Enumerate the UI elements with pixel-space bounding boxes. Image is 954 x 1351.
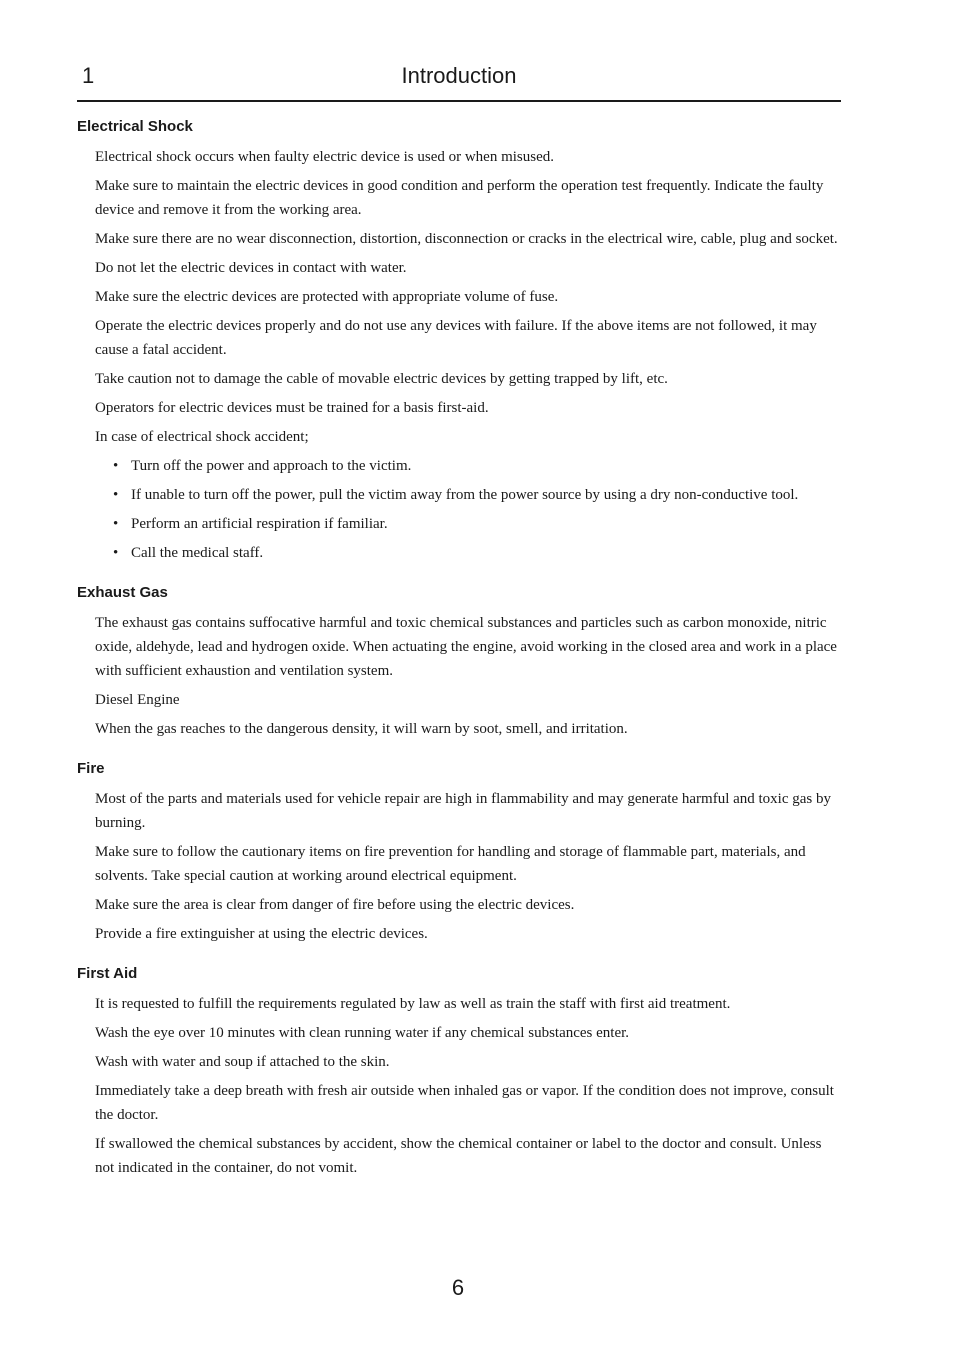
- paragraph: Wash the eye over 10 minutes with clean running water if any chemical substances enter.: [95, 1025, 630, 1041]
- section-heading: Fire: [77, 760, 105, 777]
- bullet-icon: •: [113, 545, 119, 561]
- paragraph: Wash with water and soup if attached to the skin.: [95, 1054, 390, 1070]
- paragraph: Do not let the electric devices in contact with water.: [95, 260, 407, 276]
- paragraph: Most of the parts and materials used for vehicle repair are high in flammability and may generate harmful and toxic gas by burning.: [95, 791, 832, 831]
- chapter-number: 1: [82, 63, 95, 88]
- bullet-text: Call the medical staff.: [131, 545, 264, 561]
- paragraph: When the gas reaches to the dangerous density, it will warn by soot, smell, and irritation.: [95, 721, 628, 737]
- section-heading: Electrical Shock: [77, 118, 193, 135]
- bullet-icon: •: [113, 487, 119, 503]
- paragraph: Immediately take a deep breath with fresh air outside when inhaled gas or vapor. If the condition does not improve, consult the doctor.: [95, 1083, 834, 1123]
- paragraph: Electrical shock occurs when faulty electric device is used or when misused.: [95, 149, 555, 165]
- paragraph: Make sure the electric devices are protected with appropriate volume of fuse.: [95, 289, 559, 305]
- paragraph: Operators for electric devices must be trained for a basis first-aid.: [95, 400, 489, 416]
- bullet-text: Perform an artificial respiration if familiar.: [131, 516, 388, 532]
- paragraph: It is requested to fulfill the requirements regulated by law as well as train the staff with first aid treatment.: [95, 996, 731, 1012]
- bullet-icon: •: [113, 516, 119, 532]
- section-first-aid: [77, 964, 843, 1180]
- bullet-item: [113, 512, 843, 536]
- section-heading: Exhaust Gas: [77, 584, 168, 601]
- paragraph: Make sure to maintain the electric devices in good condition and perform the operation test frequently. Indicate the faulty device and remove it from the working area.: [95, 178, 824, 218]
- bullet-item: [113, 541, 843, 565]
- bullet-text: If unable to turn off the power, pull the victim away from the power source by using a dry non-conductive tool.: [131, 487, 799, 503]
- section-exhaust-gas: [77, 583, 843, 741]
- page-header: [77, 60, 841, 102]
- document-body: [77, 117, 843, 1198]
- page-number: 6: [451, 1275, 465, 1300]
- paragraph: Diesel Engine: [95, 692, 180, 708]
- paragraph: If swallowed the chemical substances by accident, show the chemical container or label to the doctor and consult. Unless not indicated in the container, do not vomit.: [95, 1136, 822, 1176]
- bullet-icon: •: [113, 458, 119, 474]
- section-electrical-shock: [77, 117, 843, 565]
- paragraph: Take caution not to damage the cable of movable electric devices by getting trapped by lift, etc.: [95, 371, 668, 387]
- bullet-text: Turn off the power and approach to the victim.: [131, 458, 412, 474]
- paragraph: Make sure there are no wear disconnection, distortion, disconnection or cracks in the electrical wire, cable, plug and socket.: [95, 231, 838, 247]
- paragraph: Provide a fire extinguisher at using the electric devices.: [95, 926, 428, 942]
- bullet-item: [113, 483, 843, 507]
- section-fire: [77, 759, 843, 946]
- paragraph: The exhaust gas contains suffocative harmful and toxic chemical substances and particles such as carbon monoxide, nitric oxide, aldehyde, lead and hydrogen oxide. When actuating the engine, avoid working in the closed area and work in a place with sufficient exhaustion and ventilation system.: [95, 615, 837, 679]
- paragraph: In case of electrical shock accident;: [95, 429, 309, 445]
- paragraph: Make sure the area is clear from danger of fire before using the electric devices.: [95, 897, 575, 913]
- paragraph: Make sure to follow the cautionary items on fire prevention for handling and storage of flammable part, materials, and solvents. Take special caution at working around electrical equipment.: [95, 844, 806, 884]
- section-heading: First Aid: [77, 965, 138, 982]
- chapter-title: Introduction: [401, 63, 517, 88]
- bullet-list: [77, 454, 843, 565]
- paragraph: Operate the electric devices properly and do not use any devices with failure. If the above items are not followed, it may cause a fatal accident.: [95, 318, 817, 358]
- bullet-item: [113, 454, 843, 478]
